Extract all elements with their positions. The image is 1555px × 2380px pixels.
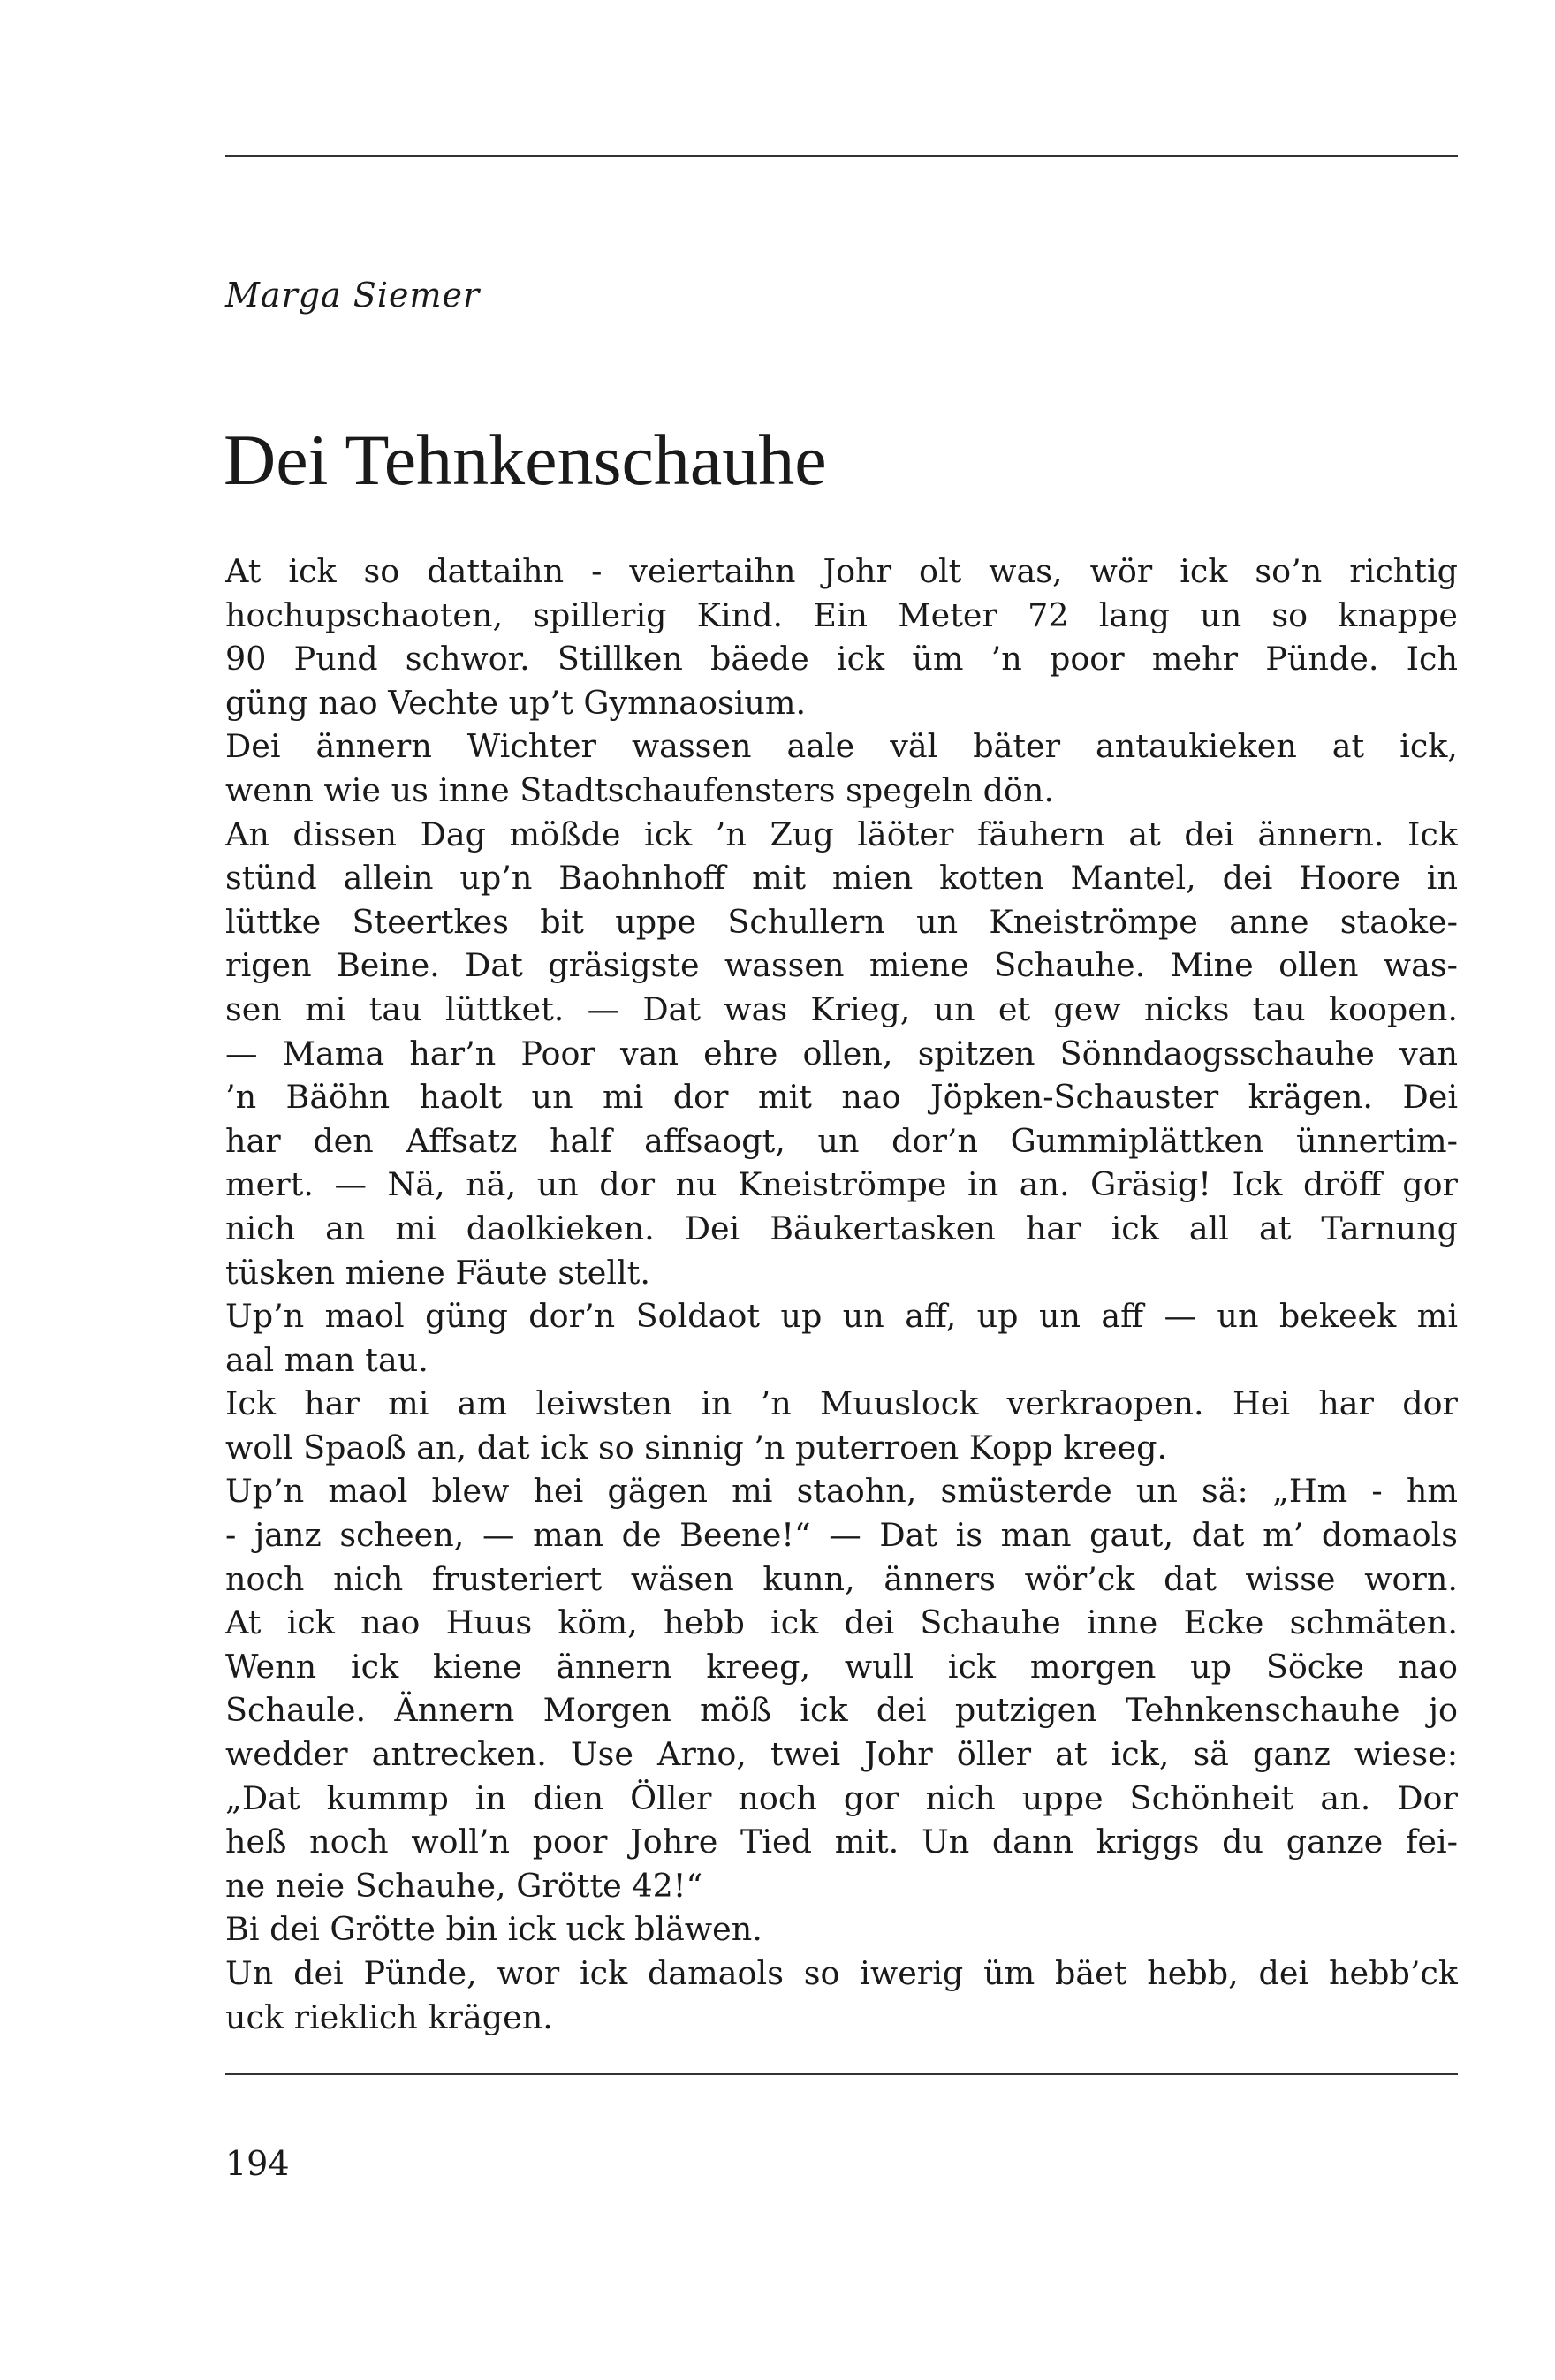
text-line: Dei ännern Wichter wassen aale väl bäter antaukieken at ick, <box>225 727 1458 766</box>
text-line: wedder antrecken. Use Arno, twei Johr öller at ick, sä ganz wiese: <box>225 1735 1458 1774</box>
story-title: Dei Tehnkenschauhe <box>224 420 827 500</box>
text-line: Wenn ick kiene ännern kreeg, wull ick morgen up Söcke nao <box>225 1647 1458 1686</box>
text-line: woll Spaoß an, dat ick so sinnig ’n puterroen Kopp kreeg. <box>225 1428 1168 1467</box>
text-line: aal man tau. <box>225 1340 429 1379</box>
text-line: — Mama har’n Poor van ehre ollen, spitzen Sönndaogsschauhe van <box>225 1034 1458 1073</box>
text-line: At ick so dattaihn - veiertaihn Johr olt was, wör ick so’n richtig <box>225 552 1458 590</box>
text-line: ’n Bäöhn haolt un mi dor mit nao Jöpken-Schauster krägen. Dei <box>225 1078 1458 1117</box>
text-line: Un dei Pünde, wor ick damaols so iwerig üm bäet hebb, dei hebb’ck <box>225 1954 1458 1992</box>
text-line: „Dat kummp in dien Öller noch gor nich uppe Schönheit an. Dor <box>225 1778 1458 1817</box>
bottom-rule <box>225 2073 1458 2075</box>
text-line: lüttke Steertkes bit uppe Schullern un Kneiströmpe anne staoke- <box>225 902 1458 941</box>
text-line: ne neie Schauhe, Grötte 42!“ <box>225 1866 703 1905</box>
page-number: 194 <box>225 2144 290 2183</box>
text-line: tüsken miene Fäute stellt. <box>225 1253 650 1292</box>
text-line: 90 Pund schwor. Stillken bäede ick üm ’n poor mehr Pünde. Ich <box>225 640 1458 678</box>
text-line: heß noch woll’n poor Johre Tied mit. Un dann kriggs du ganze fei- <box>225 1823 1458 1861</box>
text-line: Up’n maol güng dor’n Soldaot up un aff, up un aff — un bekeek mi <box>225 1297 1458 1336</box>
text-line: har den Affsatz half affsaogt, un dor’n Gummiplättken ünnertim- <box>225 1121 1458 1160</box>
text-line: hochupschaoten, spillerig Kind. Ein Meter 72 lang un so knappe <box>225 595 1458 634</box>
text-line: güng nao Vechte up’t Gymnaosium. <box>225 683 807 722</box>
text-line: - janz scheen, — man de Beene!“ — Dat is man gaut, dat m’ domaols <box>225 1516 1458 1555</box>
text-line: Schaule. Ännern Morgen möß ick dei putzigen Tehnkenschauhe jo <box>225 1691 1458 1730</box>
text-line: rigen Beine. Dat gräsigste wassen miene Schauhe. Mine ollen was- <box>225 946 1458 985</box>
top-rule <box>225 155 1458 157</box>
text-line: sen mi tau lüttket. — Dat was Krieg, un et gew nicks tau koopen. <box>225 989 1458 1028</box>
text-line: Bi dei Grötte bin ick uck bläwen. <box>225 1910 762 1949</box>
text-line: nich an mi daolkieken. Dei Bäukertasken har ick all at Tarnung <box>225 1209 1458 1247</box>
text-line: noch nich frusteriert wäsen kunn, änners wör’ck dat wisse worn. <box>225 1559 1458 1598</box>
text-line: stünd allein up’n Baohnhoff mit mien kotten Mantel, dei Hoore in <box>225 859 1458 898</box>
text-line: wenn wie us inne Stadtschaufensters spegeln dön. <box>225 770 1055 809</box>
story-body <box>225 550 1458 2039</box>
text-line: An dissen Dag mößde ick ’n Zug läöter fäuhern at dei ännern. Ick <box>225 815 1458 853</box>
text-line: Up’n maol blew hei gägen mi staohn, smüsterde un sä: „Hm - hm <box>225 1472 1458 1511</box>
text-line: Ick har mi am leiwsten in ’n Muuslock verkraopen. Hei har dor <box>225 1384 1458 1423</box>
text-line: At ick nao Huus köm, hebb ick dei Schauhe inne Ecke schmäten. <box>225 1603 1458 1642</box>
text-line: mert. — Nä, nä, un dor nu Kneiströmpe in an. Gräsig! Ick dröff gor <box>225 1165 1458 1204</box>
text-line: uck rieklich krägen. <box>225 1997 553 2036</box>
author-name: Marga Siemer <box>225 276 481 315</box>
